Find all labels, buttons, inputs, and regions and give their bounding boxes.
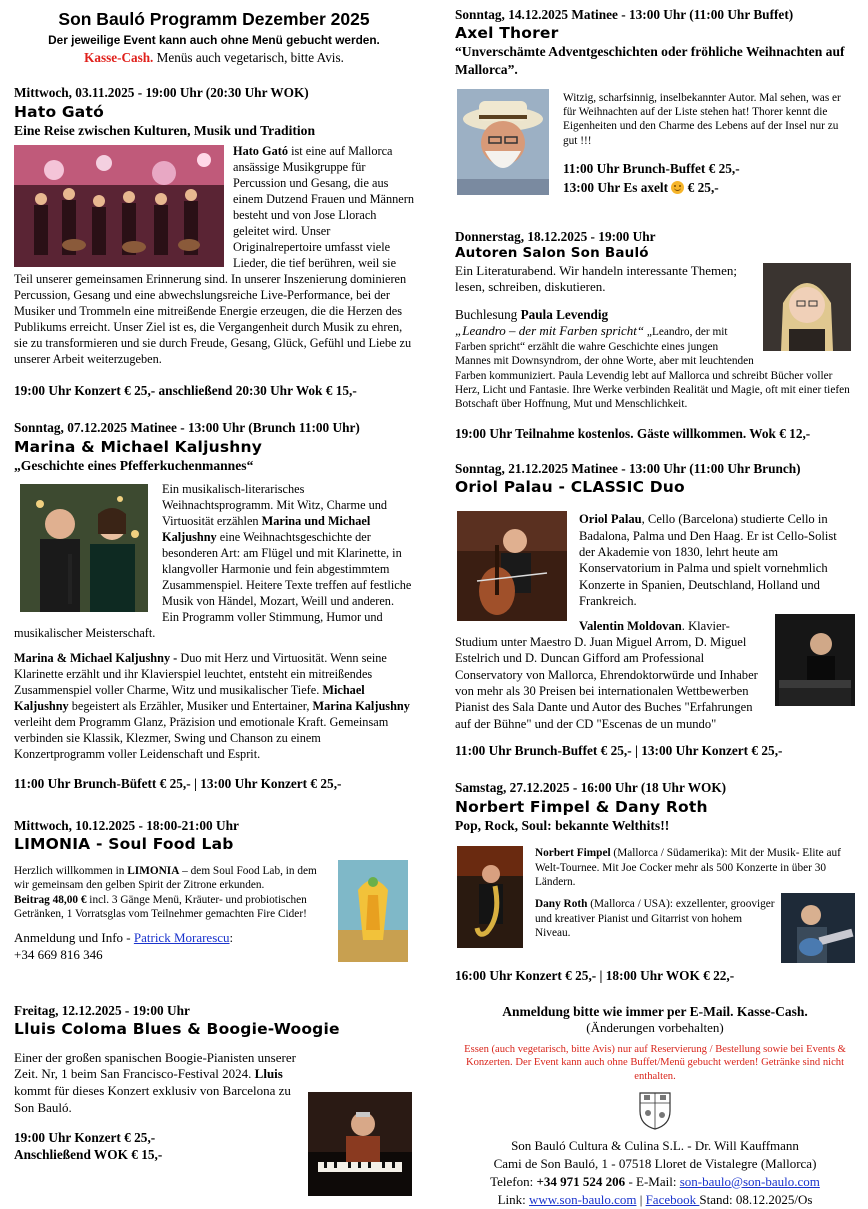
pianist-photo bbox=[308, 1092, 412, 1196]
price-line: 19:00 Uhr Konzert € 25,- bbox=[14, 1130, 156, 1146]
thorer-photo bbox=[457, 89, 549, 195]
text-part: , Cello (Barcelona) studierte Cello in Badalona, Palma und Den Haag. Er ist Cello-Solist der Akademie von 1830, lehrt heute am Konservatorium in Palma und spielt vornehmlich Konzerte in Spanien, Deutschland, Holland und Frankreich. bbox=[579, 512, 837, 609]
footer bbox=[455, 1003, 855, 1209]
norbert-bold: Norbert Fimpel bbox=[535, 847, 611, 860]
text-part: verleiht dem Programm Glanz, Präzision und emotionale Kraft. Gemeinsam verbinden sie Klassik, Klezmer, Swing und Chanson zu einem Konzertprogramm voller Leidenschaft und Esprit. bbox=[14, 715, 389, 762]
event-subtitle: “Unverschämte Adventgeschichten oder fröhliche Weihnachten auf Mallorca”. bbox=[455, 44, 845, 78]
website-link[interactable]: www.son-baulo.com bbox=[528, 1191, 637, 1207]
event-kaljushny bbox=[14, 419, 414, 792]
price-line: € 25,- bbox=[684, 180, 719, 196]
anmeldung-note: Anmeldung bitte wie immer per E-Mail. Kasse-Cash. bbox=[502, 1003, 808, 1019]
beitrag-bold: Beitrag 48,00 € bbox=[14, 893, 87, 906]
lesung-label: Buchlesung bbox=[455, 307, 521, 323]
names-bold: Marina und Michael Kaljushny bbox=[162, 514, 371, 545]
author-photo bbox=[763, 263, 851, 351]
event-subtitle: Pop, Rock, Soul: bekannte Welthits!! bbox=[455, 817, 670, 833]
header-subtitle: Der jeweilige Event kann auch ohne Menü gebucht werden. bbox=[48, 32, 380, 47]
company-line: Son Bauló Cultura & Culina S.L. - Dr. Will Kauffmann bbox=[511, 1137, 799, 1153]
separator: | bbox=[636, 1191, 646, 1207]
pianist-moldovan-photo bbox=[775, 614, 855, 706]
event-subtitle: „Geschichte eines Pfefferkuchenmannes“ bbox=[14, 457, 254, 473]
lluis-bold: Lluis bbox=[254, 1066, 283, 1082]
event-description: Ein Literaturabend. Wir handeln interessante Themen; lesen, schreiben, diskutieren. bbox=[455, 262, 738, 295]
event-autoren-salon bbox=[455, 228, 855, 442]
email-link[interactable]: son-baulo@son-baulo.com bbox=[679, 1173, 820, 1189]
event-price: 19:00 Uhr Konzert € 25,- anschließend 20:30 Uhr Wok € 15,- bbox=[14, 383, 357, 399]
text-part: Einer der großen spanischen Boogie-Pianisten unserer Zeit. Nr, 1 beim San Francisco-Festival 2024. bbox=[14, 1049, 296, 1082]
text-part: – dem Soul Food Lab, in dem wir gemeinsam den gelben Spirit der Zitrone erkunden. bbox=[14, 864, 317, 892]
event-title: Norbert Fimpel & Dany Roth bbox=[455, 797, 708, 816]
event-title: LIMONIA - Soul Food Lab bbox=[14, 834, 234, 853]
cash-label: Kasse-Cash. bbox=[84, 50, 154, 66]
event-date: Mittwoch, 03.11.2025 - 19:00 Uhr (20:30 Uhr WOK) bbox=[14, 85, 309, 101]
event-fimpel-roth bbox=[455, 779, 855, 984]
event-text: ist eine auf Mallorca ansässige Musikgruppe für Percussion und Gesang, die aus einem Dutzend Frauen und Männern besteht und von Jose Llorach geleitet wird. Unser Originalrepertoire umfasst viele Lieder, die tief berühren, weil sie Teil unserer gemeinsamen Erinnerung sind. In unserer Inszenierung dominieren Percussion, Gesang und eine abwechslungsreiche Live-Performance, bei der Musiker und Trommeln eine mitreißende Energie erzeugen, die die Herzen des Publikums erreicht. Unser Ziel ist es, die Vergangenheit durch Musik zu ehren, sie zu transformieren und sie durch Freude, Gesang, Glück, Gefühl und Liebe zu unserer Arbeit weiterzugeben. bbox=[14, 144, 414, 367]
link-label: Link: bbox=[497, 1191, 529, 1207]
text-part: Ein musikalisch-literarisches Weihnachtsprogramm. Mit Witz, Charme und Virtuosität erzählen bbox=[162, 482, 388, 529]
tel-number: +34 971 524 206 bbox=[536, 1173, 626, 1189]
price-line: 13:00 Uhr Es axelt bbox=[563, 180, 672, 196]
event-name-bold: Hato Gató bbox=[233, 144, 288, 159]
facebook-link[interactable]: Facebook bbox=[645, 1191, 700, 1207]
event-oriol-palau bbox=[455, 460, 855, 759]
event-date: Mittwoch, 10.12.2025 - 18:00-21:00 Uhr bbox=[14, 817, 239, 833]
event-thorer bbox=[455, 6, 855, 198]
event-title: Oriol Palau - CLASSIC Duo bbox=[455, 478, 685, 497]
stand-date: Stand: 08.12.2025/Os bbox=[699, 1191, 813, 1207]
event-description: Witzig, scharfsinnig, inselbekannter Autor. Mal sehen, was er für Weihnachten auf der Liste stehen hat! Thorer kennt die Eigenheiten und den Charme des Lebens auf der Insel nur zu gut !!! bbox=[563, 91, 841, 147]
dany-bold: Dany Roth bbox=[535, 898, 588, 911]
event-hato-gato bbox=[14, 84, 414, 399]
event-date: Freitag, 12.12.2025 - 19:00 Uhr bbox=[14, 1003, 190, 1019]
cellist-photo bbox=[457, 511, 567, 621]
marina-bold: Marina Kaljushny bbox=[312, 699, 410, 714]
colon: : bbox=[229, 930, 234, 946]
address-line: Cami de Son Bauló, 1 - 07518 Lloret de Vistalegre (Mallorca) bbox=[493, 1155, 817, 1171]
event-limonia bbox=[14, 817, 414, 965]
event-date: Sonntag, 14.12.2025 Matinee - 13:00 Uhr (11:00 Uhr Buffet) bbox=[455, 7, 794, 22]
limonia-photo bbox=[338, 860, 408, 962]
info-label: Anmeldung und Info - bbox=[14, 930, 134, 946]
oriol-bold: Oriol Palau bbox=[579, 512, 642, 527]
event-title: Marina & Michael Kaljushny bbox=[14, 437, 263, 456]
band-photo bbox=[14, 145, 224, 267]
email-label: - E-Mail: bbox=[625, 1173, 680, 1189]
guitarist-photo bbox=[781, 893, 855, 963]
right-column bbox=[455, 0, 855, 1209]
text-part: incl. 3 Gänge Menü, Kräuter- und probiotischen Getränken, 1 Vorratsglas vom Teilnehmer gemachten Fire Cider! bbox=[14, 893, 307, 920]
event-title: Hato Gató bbox=[14, 102, 104, 121]
event-title: Autoren Salon Son Bauló bbox=[455, 244, 649, 261]
event-date: Samstag, 27.12.2025 - 16:00 Uhr (18 Uhr WOK) bbox=[455, 780, 727, 796]
text-part: Herzlich willkommen in bbox=[14, 864, 128, 877]
header bbox=[14, 8, 414, 66]
phone-email-line bbox=[455, 1173, 855, 1191]
left-column bbox=[14, 0, 414, 1200]
book-desc: „Leandro, der mit Farben spricht“ erzählt die wahre Geschichte eines jungen Mannes mit Downsyndrom, der ohne Worte, aber mit leuchtenden Farben kommuniziert. Paula Levendig lebt auf Mallorca und schreibt Bücher voller Herz, Licht und Fantasie. Ihre Werke verbinden Realität und Magie, oft mit einer tiefen Botschaft über Hoffnung, Mut und Menschlichkeit. bbox=[455, 326, 850, 411]
limonia-bold: LIMONIA bbox=[127, 864, 180, 877]
event-subtitle: Eine Reise zwischen Kulturen, Musik und Tradition bbox=[14, 122, 315, 138]
text-part: begeistert als Erzähler, Musiker und Entertainer, bbox=[68, 699, 313, 714]
text-part: (Mallorca / USA): exzellenter, grooviger und kreativer Pianist und Gitarrist von hohem Niveau. bbox=[535, 898, 775, 940]
tel-label: Telefon: bbox=[490, 1173, 537, 1189]
contact-block bbox=[455, 1137, 855, 1209]
price-line: 11:00 Uhr Brunch-Buffet € 25,- bbox=[563, 161, 740, 177]
coat-of-arms-icon bbox=[636, 1089, 674, 1131]
text-part: . Klavier-Studium unter Maestro D. Juan Miguel Arrom, D. Miguel Estelrich und D. Duncan Gifford am Professional Conservatory von Mallorca, Ehrendoktorwürde und Inhaber von mehr als 30 Preisen bei internationalen Wettbewerben Pianist des Sala Dante und Autor des Buches "Erfahrungen auf der Bühne" und der CD "Escenas de un mundo" bbox=[455, 618, 758, 731]
event-description-2 bbox=[14, 651, 414, 763]
text-part: Duo mit Herz und Virtuosität. Wenn seine Klarinette erzählt und ihr Klavierspiel leuchtet, entsteht ein mitreißendes Zusammenspiel voller Charme, Witz und musikalischer Tiefe. bbox=[14, 651, 387, 698]
event-title: Lluis Coloma Blues & Boogie-Woogie bbox=[14, 1020, 340, 1039]
event-price: 11:00 Uhr Brunch-Buffet € 25,- | 13:00 Uhr Konzert € 25,- bbox=[455, 743, 783, 759]
header-note bbox=[14, 49, 414, 66]
duo-photo bbox=[20, 484, 148, 612]
event-price: 19:00 Uhr Teilnahme kostenlos. Gäste willkommen. Wok € 12,- bbox=[455, 425, 811, 441]
event-date: Sonntag, 07.12.2025 Matinee - 13:00 Uhr (Brunch 11:00 Uhr) bbox=[14, 420, 360, 436]
event-coloma bbox=[14, 1002, 414, 1164]
event-date: Sonntag, 21.12.2025 Matinee - 13:00 Uhr (11:00 Uhr Brunch) bbox=[455, 460, 801, 476]
book-title: „Leandro – der mit Farben spricht“ bbox=[455, 323, 645, 339]
changes-note: (Änderungen vorbehalten) bbox=[586, 1020, 724, 1036]
phone-number: +34 669 816 346 bbox=[14, 947, 103, 963]
text-part: eine Weihnachtsgeschichte der besonderen Art: am Flügel und mit Klarinette, in klangvoller Harmonie und fein abgestimmtem Zusammenspiel. Heitere Texte treffen auf festliche Musik von Händel, Mozart, Weill und anderen. Ein Programm voller Stimmung, Humor und musikalischer Meisterschaft. bbox=[14, 530, 412, 641]
smile-emoji-icon bbox=[671, 181, 684, 194]
event-price: 11:00 Uhr Brunch-Büfett € 25,- | 13:00 Uhr Konzert € 25,- bbox=[14, 776, 342, 792]
food-notice: Essen (auch vegetarisch, bitte Avis) nur auf Reservierung / Bestellung sowie bei Events & Konzerten. Der Event kann auch ohne Buffet/Menü gebucht werden! Getränke sind nicht enthalten. bbox=[464, 1044, 846, 1082]
page-title: Son Bauló Programm Dezember 2025 bbox=[58, 9, 370, 29]
valentin-bold: Valentin Moldovan bbox=[579, 618, 682, 633]
price-line: Anschließend WOK € 15,- bbox=[14, 1147, 163, 1163]
text-part: kommt für dieses Konzert exklusiv von Barcelona zu Son Bauló. bbox=[14, 1083, 291, 1116]
event-title: Axel Thorer bbox=[455, 24, 559, 43]
text-part: (Mallorca / Südamerika): Mit der Musik- Elite auf Welt-Tournee. Mit Joe Cocker mehr als 500 Konzerte in über 30 Ländern. bbox=[535, 847, 841, 889]
menu-note: Menüs auch vegetarisch, bitte Avis. bbox=[153, 50, 344, 66]
event-date: Donnerstag, 18.12.2025 - 19:00 Uhr bbox=[455, 228, 656, 244]
michael-bold: Michael Kaljushny bbox=[14, 683, 365, 714]
duo-bold: Marina & Michael Kaljushny - bbox=[14, 651, 178, 666]
event-price: 16:00 Uhr Konzert € 25,- | 18:00 Uhr WOK € 22,- bbox=[455, 968, 735, 984]
saxophone-photo bbox=[457, 846, 523, 948]
author-bold: Paula Levendig bbox=[520, 307, 609, 323]
patrick-link[interactable]: Patrick Morarescu bbox=[133, 930, 230, 946]
